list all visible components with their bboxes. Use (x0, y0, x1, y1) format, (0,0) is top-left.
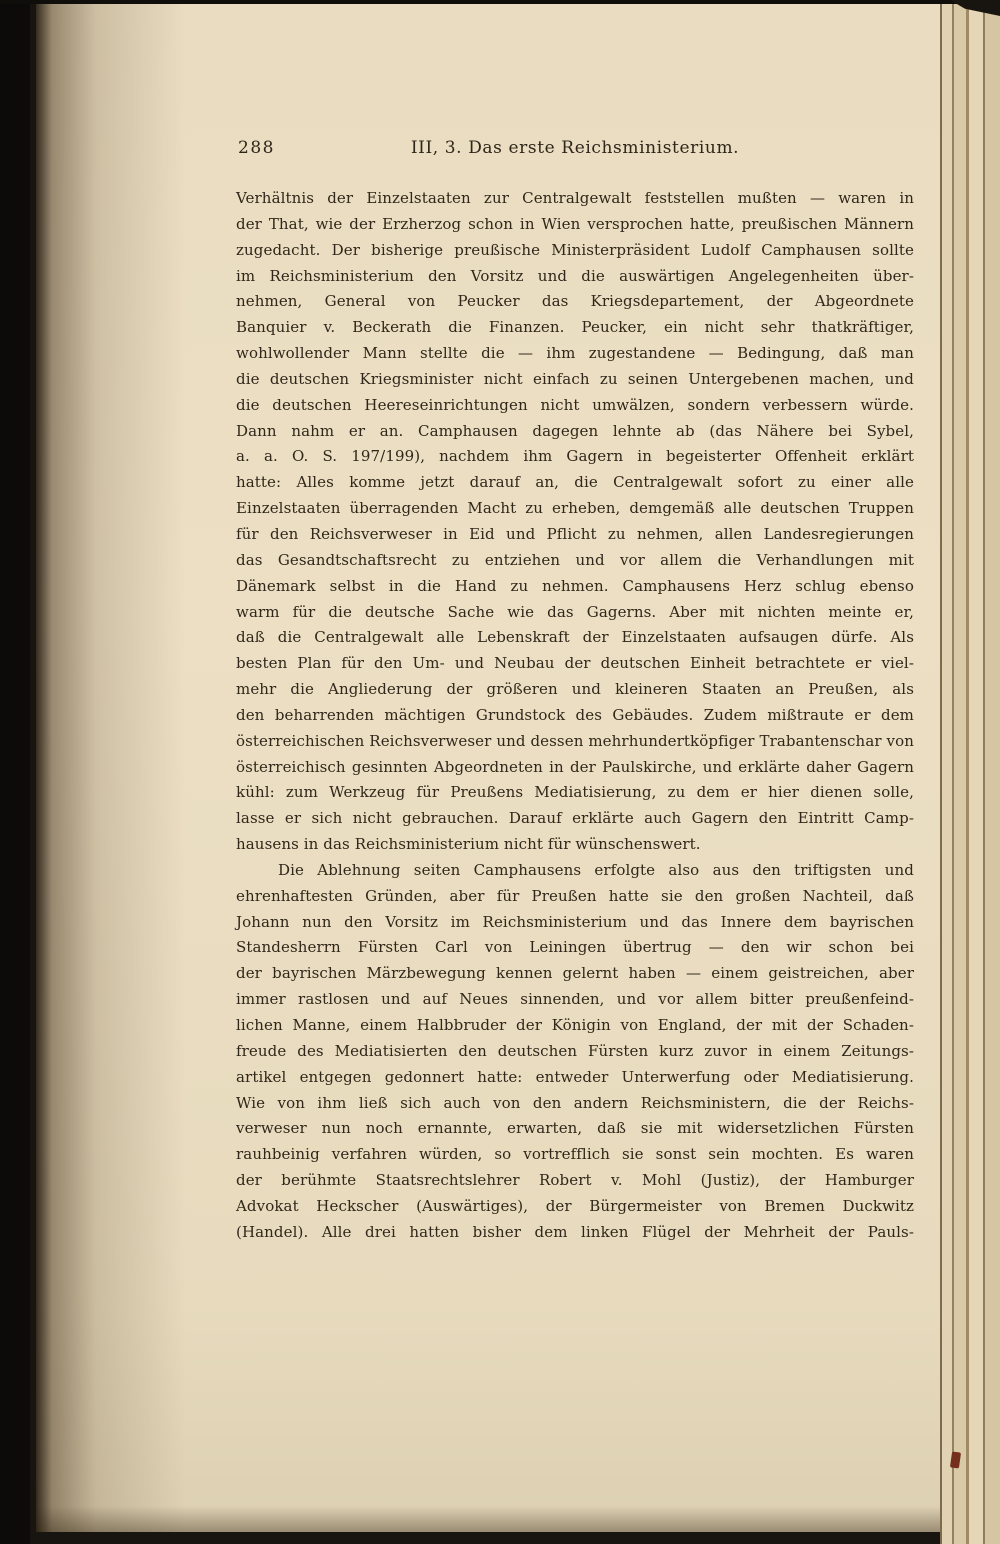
text-line: das Gesandtschaftsrecht zu entziehen und vor allem die Verhandlungen mit (236, 550, 914, 569)
text-line: (Handel). Alle drei hatten bisher dem linken Flügel der Mehrheit der Pauls- (236, 1222, 914, 1241)
text-line: lichen Manne, einem Halbbruder der Königin von England, der mit der Schaden- (236, 1016, 914, 1034)
text-line: daß die Centralgewalt alle Lebenskraft der Einzelstaaten aufsaugen dürfe. Als (236, 628, 914, 647)
text-line: warm für die deutsche Sache wie das Gagerns. Aber mit nichten meinte er, (236, 602, 914, 621)
text-line: die deutschen Heereseinrichtungen nicht umwälzen, sondern verbessern würde. (236, 395, 914, 414)
text-line: artikel entgegen gedonnert hatte: entweder Unterwerfung oder Mediatisierung. (236, 1067, 914, 1086)
binding-gutter-shadow (36, 4, 196, 1532)
text-line: den beharrenden mächtigen Grundstock des Gebäudes. Zudem mißtraute er dem (236, 705, 914, 724)
page-edge (985, 0, 1000, 1544)
text-line: Advokat Heckscher (Auswärtiges), der Bürgermeister von Bremen Duckwitz (236, 1196, 914, 1215)
text-line: Einzelstaaten überragenden Macht zu erheben, demgemäß alle deutschen Truppen (236, 499, 914, 518)
text-line: die deutschen Kriegsminister nicht einfach zu seinen Untergebenen machen, und (236, 369, 914, 388)
text-line: der That, wie der Erzherzog schon in Wien versprochen hatte, preußischen Männern (236, 214, 914, 233)
text-line: der bayrischen Märzbewegung kennen gelernt haben — einem geistreichen, aber (236, 964, 914, 983)
page-edge (969, 0, 983, 1544)
text-line: nehmen, General von Peucker das Kriegsdepartement, der Abgeordnete (236, 292, 914, 311)
text-line: wohlwollender Mann stellte die — ihm zugestandene — Bedingung, daß man (236, 344, 914, 363)
text-line: freude des Mediatisierten den deutschen Fürsten kurz zuvor in einem Zeitungs- (236, 1041, 914, 1060)
text-line: Banquier v. Beckerath die Finanzen. Peucker, ein nicht sehr thatkräftiger, (236, 318, 914, 337)
text-line: österreichisch gesinnten Abgeordneten in der Paulskirche, und erklärte daher Gagern (236, 757, 914, 776)
paragraph (236, 858, 914, 1246)
text-line: Standesherrn Fürsten Carl von Leiningen übertrug — den wir schon bei (236, 938, 914, 957)
text-line: Dänemark selbst in die Hand zu nehmen. Camphausens Herz schlug ebenso (236, 576, 914, 595)
running-header: III, 3. Das erste Reichsministerium. (410, 138, 740, 158)
text-line: mehr die Angliederung der größeren und kleineren Staaten an Preußen, als (236, 680, 914, 699)
text-line: der berühmte Staatsrechtslehrer Robert v. Mohl (Justiz), der Hamburger (236, 1171, 914, 1190)
page-edge-stack (940, 0, 1000, 1544)
text-line: Wie von ihm ließ sich auch von den andern Reichsministern, die der Reichs- (236, 1093, 914, 1112)
scan-top-edge (0, 0, 1000, 4)
page-edge (954, 0, 966, 1544)
page-body (236, 186, 914, 1246)
text-line: Verhältnis der Einzelstaaten zur Centralgewalt feststellen mußten — waren in (236, 189, 914, 207)
text-line: rauhbeinig verfahren würden, so vortrefflich sie sonst sein mochten. Es waren (236, 1145, 914, 1164)
text-line: österreichischen Reichsverweser und dessen mehrhundertköpfiger Trabantenschar von (236, 731, 914, 750)
text-line: a. a. O. S. 197/199), nachdem ihm Gagern in begeisterter Offenheit erklärt (236, 447, 914, 466)
page-number: 288 (238, 138, 275, 158)
scan-left-margin (0, 0, 30, 1544)
page-edge (942, 0, 952, 1544)
text-line: zugedacht. Der bisherige preußische Ministerpräsident Ludolf Camphausen sollte (236, 240, 914, 259)
text-line: Die Ablehnung seiten Camphausens erfolgte also aus den triftigsten und (278, 860, 914, 879)
page-bottom-shadow (36, 1506, 940, 1532)
text-line: besten Plan für den Um- und Neubau der deutschen Einheit betrachtete er viel- (236, 654, 914, 673)
paragraph (236, 186, 914, 858)
text-line: kühl: zum Werkzeug für Preußens Mediatisierung, zu dem er hier dienen solle, (236, 783, 914, 802)
page-header (236, 138, 914, 166)
book-page (36, 4, 940, 1532)
text-line: Johann nun den Vorsitz im Reichsministerium und das Innere dem bayrischen (236, 912, 914, 931)
text-line: Dann nahm er an. Camphausen dagegen lehnte ab (das Nähere bei Sybel, (236, 421, 914, 440)
text-line: lasse er sich nicht gebrauchen. Darauf erklärte auch Gagern den Eintritt Camp- (236, 809, 914, 828)
text-line: für den Reichsverweser in Eid und Pflicht zu nehmen, allen Landesregierungen (236, 524, 914, 543)
text-line: ehrenhaftesten Gründen, aber für Preußen hatte sie den großen Nachteil, daß (236, 886, 914, 905)
text-line: immer rastlosen und auf Neues sinnenden, und vor allem bitter preußenfeind- (236, 990, 914, 1009)
text-line: hatte: Alles komme jetzt darauf an, die Centralgewalt sofort zu einer alle (236, 473, 914, 492)
text-line: hausens in das Reichsministerium nicht für wünschenswert. (236, 835, 701, 854)
text-line: verweser nun noch ernannte, erwarten, daß sie mit widersetzlichen Fürsten (236, 1119, 914, 1138)
text-line: im Reichsministerium den Vorsitz und die auswärtigen Angelegenheiten über- (236, 266, 914, 285)
